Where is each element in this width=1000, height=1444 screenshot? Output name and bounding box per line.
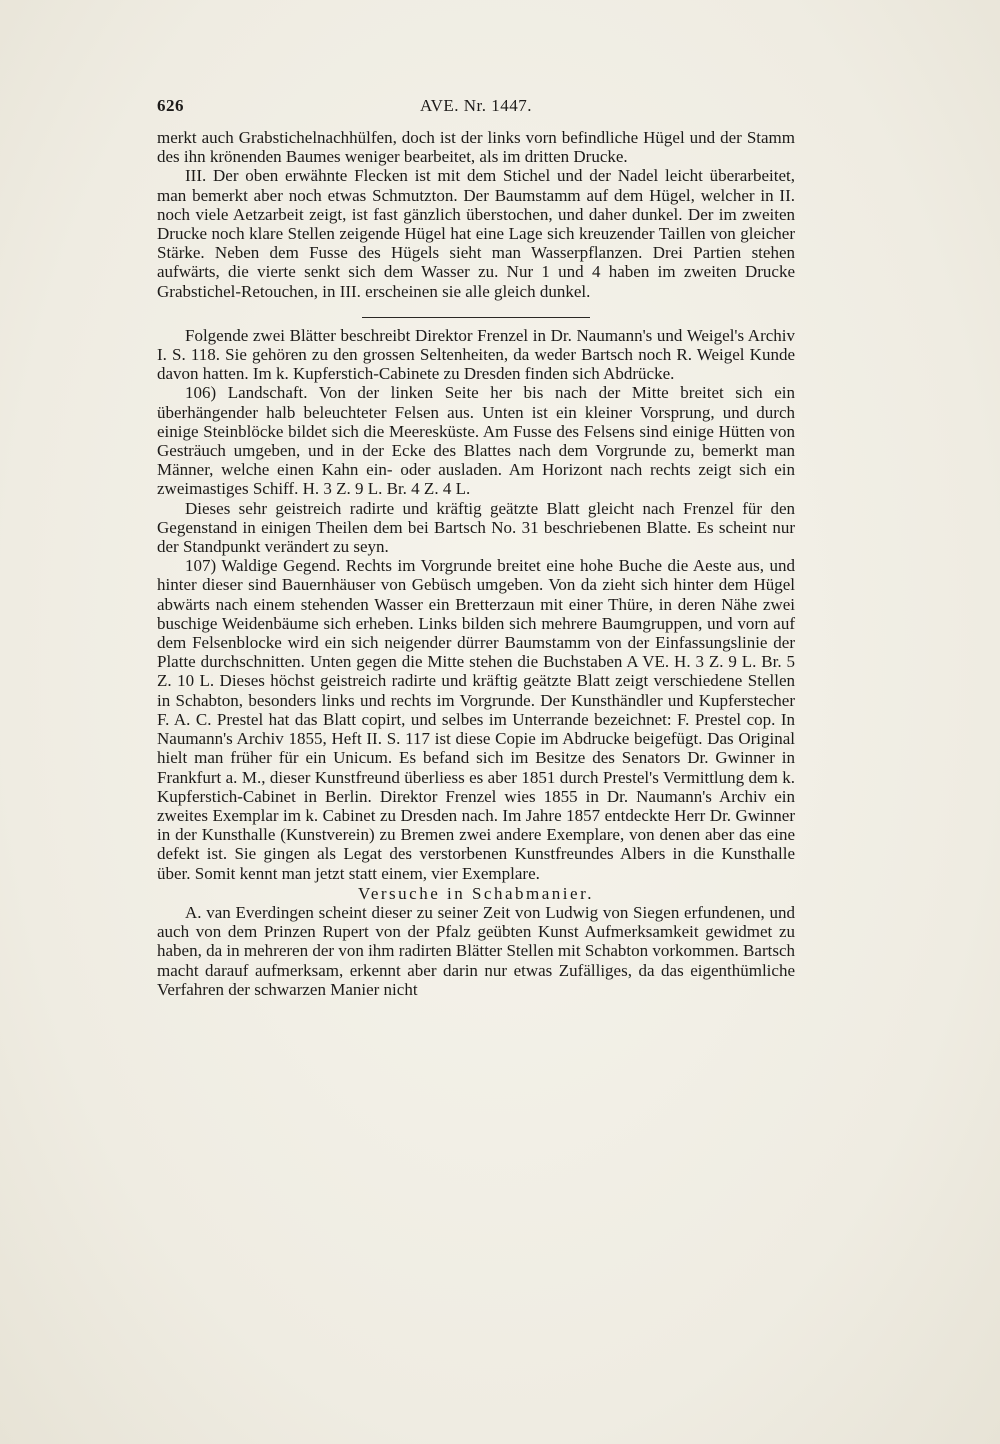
page-header — [157, 96, 795, 128]
running-head: AVE. Nr. 1447. — [420, 96, 532, 115]
section-heading: Versuche in Schabmanier. — [357, 883, 595, 903]
paragraph-intro-frenzel: Folgende zwei Blätter beschreibt Direktor Frenzel in Dr. Naumann's und Weigel's Archiv I. S. 118. Sie gehören zu den grossen Seltenheiten, da weder Bartsch noch R. Weigel Kunde davon hatten. Im k. Kupferstich-Cabinete zu Dresden finden sich Abdrücke. — [157, 325, 795, 384]
paragraph-schabmanier: A. van Everdingen scheint dieser zu seiner Zeit von Ludwig von Siegen erfundenen, und auch von dem Prinzen Rupert von der Pfalz geübten Kunst Aufmerksamkeit gewidmet zu haben, da in mehreren der von ihm radirten Blätter Stellen mit Schabton vorkommen. Bartsch macht darauf aufmerksam, erkennt aber darin nur etwas Zufälliges, da das eigenthümliche Verfahren der schwarzen Manier nicht — [157, 902, 795, 999]
page-content — [157, 96, 795, 999]
entry-106-landschaft: 106) Landschaft. Von der linken Seite her bis nach der Mitte breitet sich ein überhängender halb beleuchteter Felsen aus. Unten ist ein kleiner Vorsprung, und durch einige Steinblöcke bildet sich die Meeresküste. Am Fusse des Felsens sind einige Hütten von Gesträuch umgeben, und in der Ecke des Blattes nach dem Vorgrunde zu, bemerkt man Männer, welche einen Kahn ein- oder ausladen. Am Horizont nach rechts zeigt sich ein zweimastiges Schiff. H. 3 Z. 9 L. Br. 4 Z. 4 L. — [157, 383, 795, 499]
paragraph-106-note: Dieses sehr geistreich radirte und kräftig geätzte Blatt gleicht nach Frenzel für den Gegenstand in einigen Theilen dem bei Bartsch No. 31 beschriebenen Blatte. Es scheint nur der Standpunkt verändert zu seyn. — [157, 498, 795, 557]
paragraph-third-state: III. Der oben erwähnte Flecken ist mit dem Stichel und der Nadel leicht überarbeitet, man bemerkt aber noch etwas Schmutzton. Der Baumstamm auf dem Hügel, welcher in II. noch viele Aetzarbeit zeigt, ist fast gänzlich überstochen, und daher dunkel. Der im zweiten Drucke noch klare Stellen zeigende Hügel hat eine Lage sich kreuzender Taillen von gleicher Stärke. Neben dem Fusse des Hügels sieht man Wasserpflanzen. Drei Partien stehen aufwärts, die vierte senkt sich dem Wasser zu. Nur 1 und 4 haben im zweiten Drucke Grabstichel-Retouchen, in III. erscheinen sie alle gleich dunkel. — [157, 166, 795, 301]
page-number: 626 — [157, 96, 184, 115]
paragraph-continuation: merkt auch Grabstichelnachhülfen, doch ist der links vorn befindliche Hügel und der Stamm des ihn krönenden Baumes weniger bearbeitet, als im dritten Drucke. — [157, 128, 795, 167]
entry-107-waldige-gegend: 107) Waldige Gegend. Rechts im Vorgrunde breitet eine hohe Buche die Aeste aus, und hinter dieser sind Bauernhäuser von Gebüsch umgeben. Von da zieht sich hinter dem Hügel abwärts nach einem stehenden Wasser ein Bretterzaun mit einer Thüre, in deren Nähe zwei buschige Weidenbäume sich erheben. Links bilden sich mehrere Baumgruppen, und vorn auf dem Felsenblocke wird ein sich neigender dürrer Baumstamm von der Einfassungslinie der Platte durchschnitten. Unten gegen die Mitte stehen die Buchstaben A VE. H. 3 Z. 9 L. Br. 5 Z. 10 L. Dieses höchst geistreich radirte und kräftig geätzte Blatt zeigt verschiedene Stellen in Schabton, besonders links und rechts im Vorgrunde. Der Kunsthändler und Kupferstecher F. A. C. Prestel hat das Blatt copirt, und selbes im Unterrande bezeichnet: F. Prestel cop. In Naumann's Archiv 1855, Heft II. S. 117 ist diese Copie im Abdrucke beigefügt. Das Original hielt man früher für ein Unicum. Es befand sich im Besitze des Senators Dr. Gwinner in Frankfurt a. M., dieser Kunstfreund überliess es aber 1851 durch Prestel's Vermittlung dem k. Kupferstich-Cabinet in Berlin. Direktor Frenzel wies 1855 in Dr. Naumann's Archiv ein zweites Exemplar im k. Cabinet zu Dresden nach. Im Jahre 1857 entdeckte Herr Dr. Gwinner in der Kunsthalle (Kunstverein) zu Bremen zwei andere Exemplare, von denen aber das eine defekt ist. Sie gingen als Legat des verstorbenen Kunstfreundes Albers in die Kunsthalle über. Somit kennt man jetzt statt einem, vier Exemplare. — [157, 556, 795, 883]
section-divider — [362, 317, 590, 318]
